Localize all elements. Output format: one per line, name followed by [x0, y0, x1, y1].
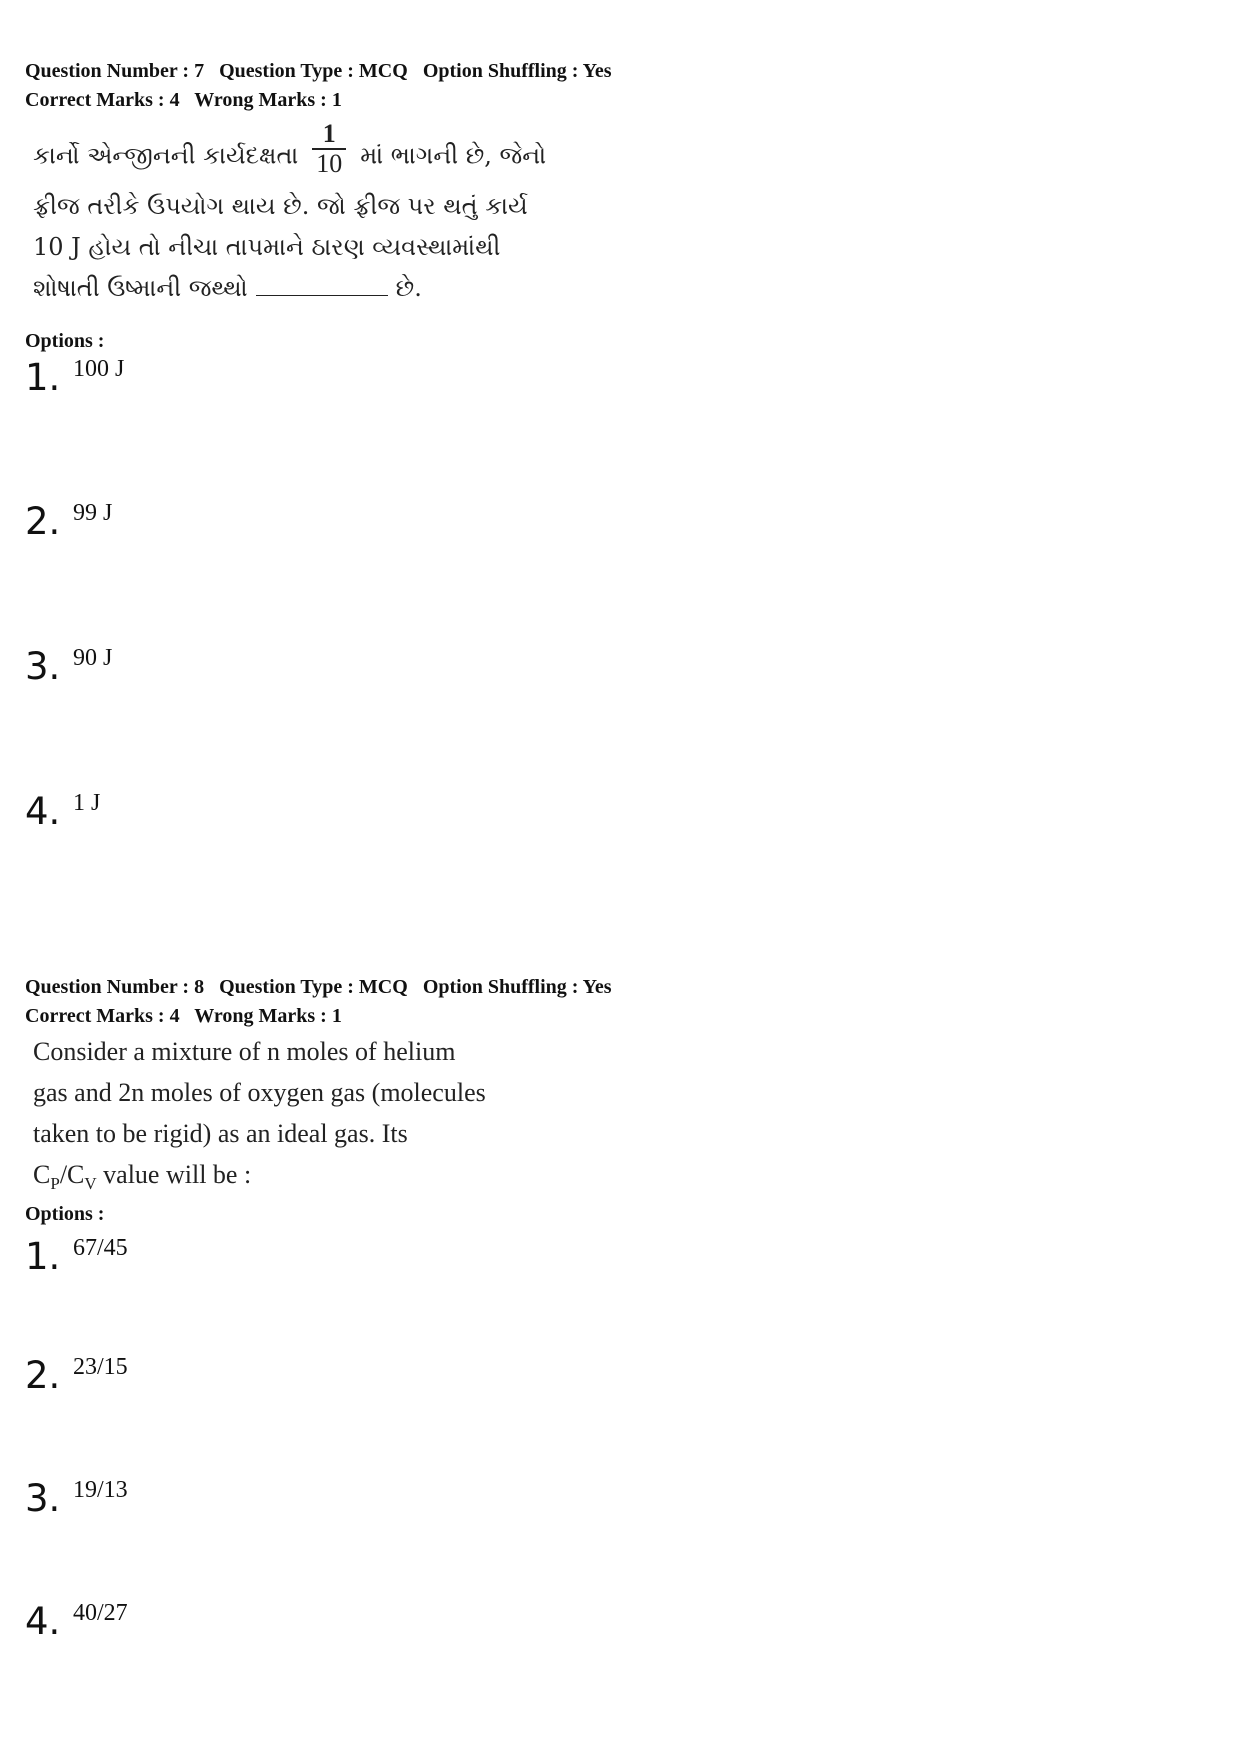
question-7-meta-line2	[25, 86, 622, 115]
option-shuffling: Option Shuffling : Yes	[422, 976, 612, 998]
correct-marks: Correct Marks : 4	[25, 89, 180, 111]
question-7-line2: ફ્રીજ તરીકે ઉપયોગ થાય છે. જો ફ્રીજ પર થતું કાર્ય	[33, 192, 528, 220]
question-8-line2: gas and 2n moles of oxygen gas (molecules	[33, 1078, 486, 1107]
wrong-marks: Wrong Marks : 1	[194, 1005, 342, 1027]
question-8-meta	[25, 973, 622, 1031]
question-8-meta-line2	[25, 1002, 622, 1031]
question-7-meta-line1	[25, 57, 622, 86]
question-7-line3: 10 J હોય તો નીચા તાપમાને ઠારણ વ્યવસ્થામાંથી	[33, 233, 501, 261]
question-number: Question Number : 8	[25, 976, 205, 998]
option-value: 23/15	[73, 1354, 128, 1380]
option-value: 40/27	[73, 1600, 128, 1626]
option-number: 2.	[25, 500, 61, 543]
question-8-text	[33, 1031, 553, 1204]
option-value: 90 J	[73, 645, 113, 671]
question-8-line3: taken to be rigid) as an ideal gas. Its	[33, 1119, 408, 1148]
option-2[interactable]	[25, 500, 112, 543]
options-label: Options :	[25, 1203, 105, 1225]
option-number: 1.	[25, 356, 61, 399]
question-8-line1: Consider a mixture of n moles of helium	[33, 1037, 456, 1066]
option-number: 2.	[25, 1354, 61, 1397]
option-value: 67/45	[73, 1235, 128, 1261]
options-label: Options :	[25, 330, 105, 352]
option-4[interactable]	[25, 790, 100, 833]
option-value: 19/13	[73, 1477, 128, 1503]
question-number: Question Number : 7	[25, 60, 205, 82]
option-3[interactable]	[25, 645, 112, 688]
option-number: 1.	[25, 1235, 61, 1278]
option-number: 4.	[25, 790, 61, 833]
option-number: 4.	[25, 1600, 61, 1643]
answer-blank	[256, 275, 388, 296]
option-value: 1 J	[73, 790, 101, 816]
option-1[interactable]	[25, 356, 124, 399]
question-type: Question Type : MCQ	[219, 60, 408, 82]
question-7-line4: શોષાતી ઉષ્માની જથ્થો છે.	[33, 274, 422, 302]
option-shuffling: Option Shuffling : Yes	[422, 60, 612, 82]
fraction: $\frac{1}{10}$	[312, 120, 346, 178]
option-value: 99 J	[73, 500, 113, 526]
option-4[interactable]	[25, 1600, 128, 1643]
option-2[interactable]	[25, 1354, 128, 1397]
option-number: 3.	[25, 1477, 61, 1520]
question-8-line4: $C_P/C_V$ value will be :	[33, 1160, 252, 1194]
option-1[interactable]	[25, 1235, 128, 1278]
option-number: 3.	[25, 645, 61, 688]
question-type: Question Type : MCQ	[219, 976, 408, 998]
correct-marks: Correct Marks : 4	[25, 1005, 180, 1027]
option-value: 100 J	[73, 356, 125, 382]
question-7-text	[33, 119, 553, 309]
question-7-line1: કાર્નો એન્જીનની કાર્યદક્ષતા $\frac{1}{10}$ માં ભાગની છે, જેનો	[33, 119, 547, 178]
wrong-marks: Wrong Marks : 1	[194, 89, 342, 111]
option-3[interactable]	[25, 1477, 128, 1520]
question-7-meta	[25, 57, 622, 115]
question-8-meta-line1	[25, 973, 622, 1002]
